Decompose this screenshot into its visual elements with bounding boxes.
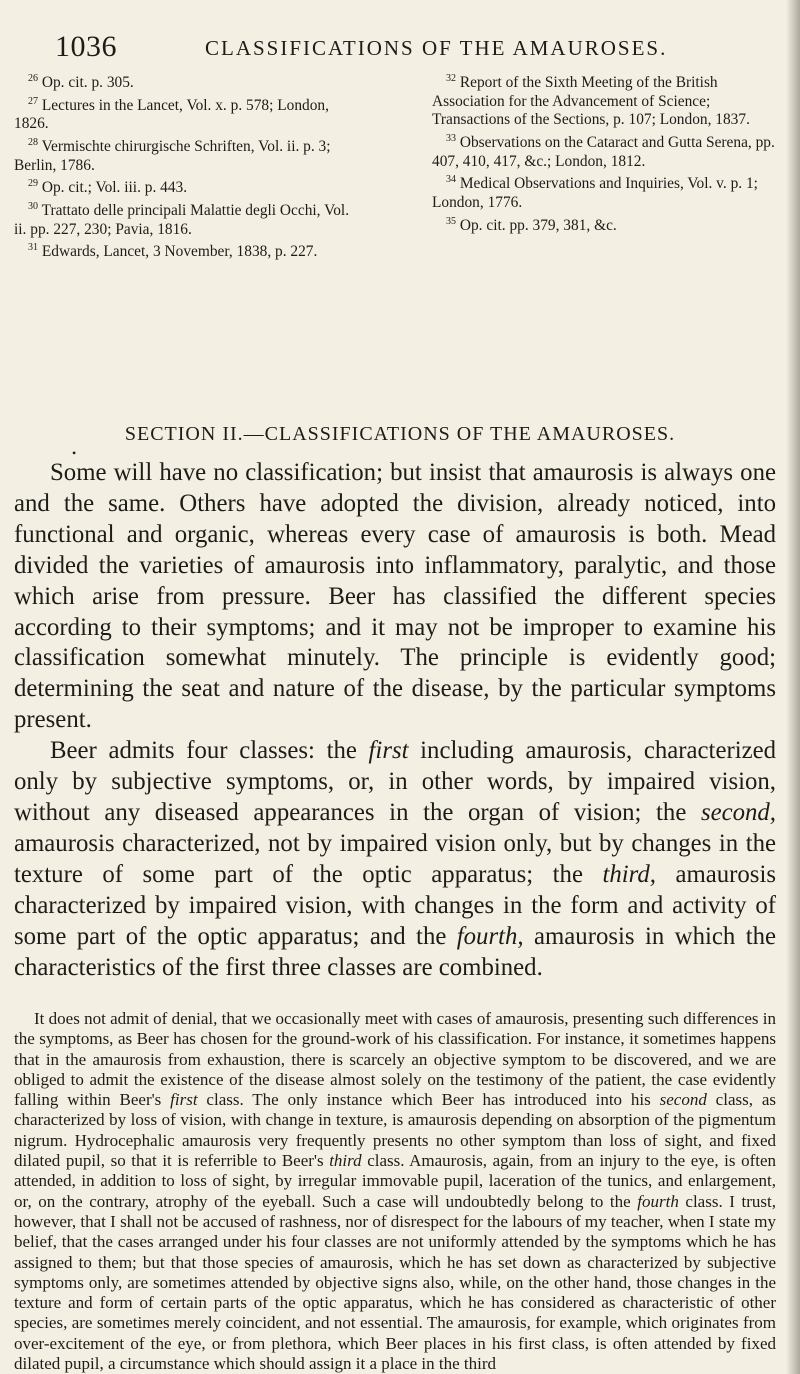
italic-term: third: [329, 1151, 362, 1171]
footnote: [14, 93, 364, 134]
footnote-text: Op. cit.; Vol. iii. p. 443.: [41, 179, 188, 197]
footnote-text: Medical Observations and Inquiries, Vol. v. p. 1; London, 1776.: [432, 175, 758, 211]
footnote-number: 34: [446, 174, 456, 186]
footnotes-right-column: [432, 70, 790, 235]
footnote-number: 26: [28, 73, 38, 84]
main-body-text: [14, 458, 776, 983]
footnote-text: Op. cit. p. 305.: [41, 74, 134, 92]
text-run: class. The only instance which Beer has introduced into his: [197, 1090, 660, 1110]
running-head: CLASSIFICATIONS OF THE AMAUROSES.: [205, 36, 668, 60]
page-edge-shadow: [786, 0, 800, 1374]
footnote: [14, 198, 364, 239]
footnote-number: 35: [446, 215, 456, 227]
footnote: [14, 70, 364, 93]
footnotes-left-column: [14, 70, 364, 262]
footnote-number: 32: [446, 73, 456, 84]
text-run: amaurosis in which the characteristics of the first three classes are combined.: [14, 922, 776, 981]
footnote: [432, 130, 790, 171]
small-print-commentary: [14, 1009, 776, 1374]
section-title: SECTION II.—CLASSIFICATIONS OF THE AMAUROSES.: [124, 423, 676, 445]
footnote-number: 29: [28, 178, 38, 190]
text-run: Beer admits four classes: the: [50, 737, 369, 765]
italic-term: first: [368, 737, 409, 765]
footnote-text: Report of the Sixth Meeting of the British Association for the Advancement of Science; Transactions of the Sections, p. 107; London, 1837.: [432, 74, 750, 129]
paragraph: [14, 1009, 776, 1374]
text-run: amaurosis characterized by impaired vision, with changes in the form and activity of some part of the optic apparatus; and the: [14, 860, 776, 950]
footnote-text: Trattato delle principali Malattie degli Occhi, Vol. ii. pp. 227, 230; Pavia, 1816.: [14, 202, 350, 238]
page-number: 1036: [55, 30, 117, 63]
footnote-number: 27: [28, 95, 38, 107]
footnote-number: 28: [28, 137, 38, 149]
page-header: [55, 30, 775, 64]
paragraph: Some will have no classification; but insist that amaurosis is always one and the same. Others have adopted the division, already noticed, into functional and organic, whereas every case of amaurosis is both. Mead divided the varieties of amaurosis into inflammatory, paralytic, and those which arise from pressure. Beer has classified the different species according to their symptoms; and it may not be improper to examine his classification somewhat minutely. The principle is evidently good; determining the seat and nature of the disease, by the particular symptoms present.: [14, 459, 776, 734]
footnote-number: 31: [28, 242, 38, 254]
text-run: including amaurosis, characterized only by subjective symptoms, or, in other words, by impaired vision, without any diseased appearances in the organ of vision; the: [14, 737, 777, 826]
footnote: [14, 134, 364, 175]
text-run: class. Amaurosis, again, from an injury to the eye, is often attended, in addition to loss of sight, by irregular immovable pupil, laceration of the tunics, and enlargement, or, on the contrary, atrophy of the eyeball. Such a case will undoubtedly belong to the: [14, 1151, 776, 1211]
footnote: [432, 70, 790, 130]
italic-term: fourth,: [456, 922, 524, 950]
footnote-text: Op. cit. pp. 379, 381, &c.: [459, 216, 617, 234]
footnote: [14, 175, 364, 198]
italic-term: fourth: [637, 1191, 679, 1211]
paragraph: [14, 736, 776, 983]
text-run: class. I trust, however, that I shall not be accused of rashness, nor of disrespect for the labours of my teacher, when I state my belief, that the cases arranged under his four classes are not uniformly attended by the symptoms which he has assigned to them; but that those species of amaurosis, which he has set down as characterized by subjective symptoms only, are sometimes attended by objective signs also, while, on the other hand, those changes in the texture and form of certain parts of the optic apparatus, which he has considered as characteristic of other species, are sometimes merely coincident, and not essential. The amaurosis, for example, which originates from over-excitement of the eye, or from plethora, which Beer places in his first class, is often attended by fixed dilated pupil, a circumstance which should assign it a place in the third: [14, 1191, 776, 1374]
text-run: amaurosis characterized, not by impaired vision only, but by changes in the texture of some part of the optic apparatus; the: [14, 829, 776, 888]
footnote-text: Observations on the Cataract and Gutta Serena, pp. 407, 410, 417, &c.; London, 1812.: [432, 134, 775, 170]
footnote: [14, 239, 364, 262]
text-run: class, as characterized by loss of vision, with change in texture, is amaurosis depending on absorption of the pigmentum nigrum. Hydrocephalic amaurosis very frequently presents no other symptom than loss of sight, and fixed dilated pupil, so that it is referrible to Beer's: [14, 1090, 776, 1171]
bullet-mark: •: [72, 446, 77, 460]
footnote: [432, 213, 790, 236]
footnote-number: 30: [28, 201, 38, 213]
text-run: It does not admit of denial, that we occasionally meet with cases of amaurosis, presenting such differences in the symptoms, as Beer has chosen for the ground-work of his classification. For instance, it sometimes happens that in the amaurosis from exhaustion, there is scarcely an objective symptom to be discovered, and we are obliged to admit the existence of the disease almost solely on the testimony of the patient, the case evidently falling within Beer's: [14, 1009, 776, 1110]
footnote-text: Edwards, Lancet, 3 November, 1838, p. 227.: [41, 243, 318, 261]
italic-term: first: [170, 1090, 198, 1110]
italic-term: third,: [602, 860, 656, 888]
footnote-text: Vermischte chirurgische Schriften, Vol. ii. p. 3; Berlin, 1786.: [14, 138, 331, 174]
footnote-number: 33: [446, 132, 456, 144]
footnote-text: Lectures in the Lancet, Vol. x. p. 578; London, 1826.: [14, 96, 329, 133]
italic-term: second,: [700, 798, 776, 826]
italic-term: second: [659, 1090, 707, 1110]
footnote: [432, 171, 790, 212]
